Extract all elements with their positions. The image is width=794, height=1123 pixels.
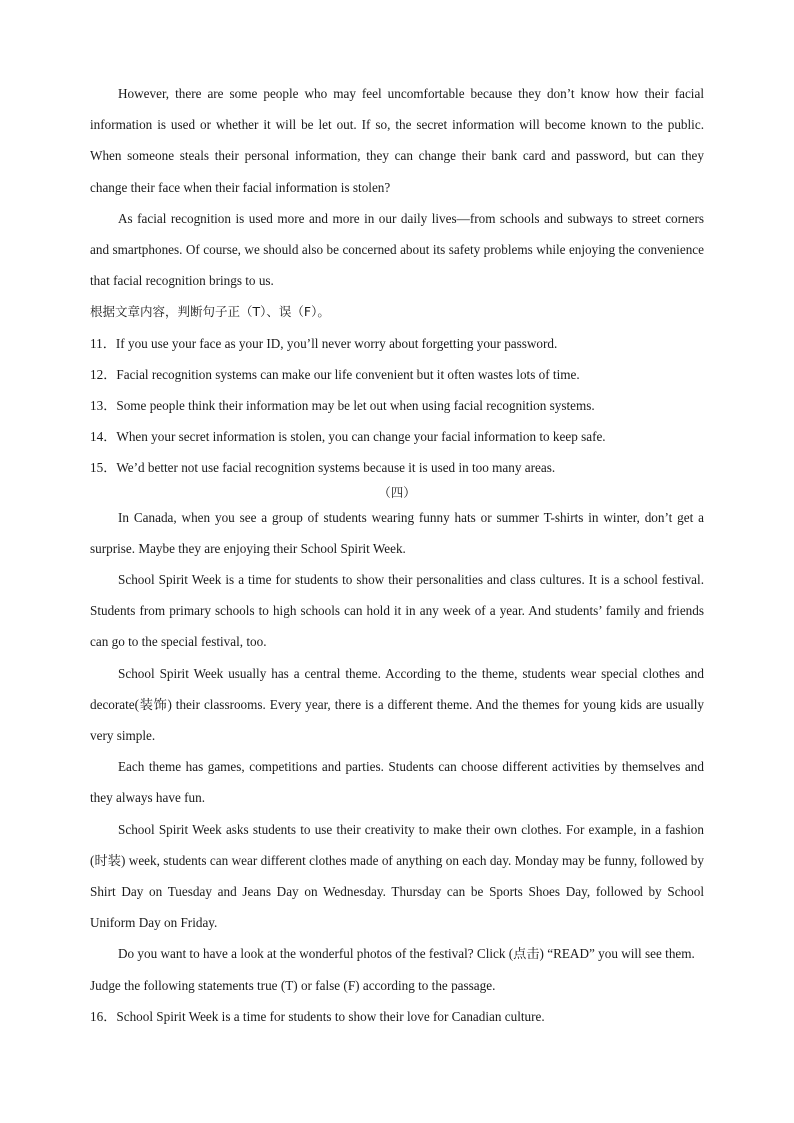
- passage4-paragraph-6: Do you want to have a look at the wonderful photos of the festival? Click (点击) “READ” you will see them.: [118, 946, 695, 962]
- question-number: 15．: [90, 460, 117, 476]
- question-number: 14．: [90, 429, 117, 445]
- question-number: 11．: [90, 335, 116, 351]
- passage4-question-list: [90, 1001, 704, 1032]
- question-item: [90, 328, 704, 359]
- question-text: We’d better not use facial recognition systems because it is used in too many areas.: [116, 460, 556, 476]
- passage4-instruction: Judge the following statements true (T) or false (F) according to the passage.: [90, 977, 496, 993]
- passage3-paragraph-1: However, there are some people who may feel uncomfortable because they don’t know how their facial information is used or whether it will be let out. If so, the secret information will become known to the public. When someone steals their personal information, they can change their bank card and password, but can they change their face when their facial information is stolen?: [90, 86, 704, 195]
- question-text: Facial recognition systems can make our life convenient but it often wastes lots of time.: [116, 366, 580, 382]
- passage4-paragraph-1: In Canada, when you see a group of students wearing funny hats or summer T-shirts in winter, don’t get a surprise. Maybe they are enjoying their School Spirit Week.: [90, 509, 704, 556]
- question-item: [90, 1001, 704, 1032]
- question-item: [90, 359, 704, 390]
- question-text: When your secret information is stolen, you can change your facial information to keep safe.: [116, 429, 606, 445]
- question-text: Some people think their information may be let out when using facial recognition systems.: [116, 398, 595, 414]
- question-item: [90, 452, 704, 483]
- passage4-paragraph-2: School Spirit Week is a time for students to show their personalities and class cultures. It is a school festival. Students from primary schools to high schools can hold it in any week of a year. And students’ family and friends can go to the special festival, too.: [90, 572, 704, 650]
- question-item: [90, 390, 704, 421]
- passage4-paragraph-5: School Spirit Week asks students to use their creativity to make their own clothes. For example, in a fashion (时装) week, students can wear different clothes made of anything on each day. Monday may be funny, followed by Shirt Day on Tuesday and Jeans Day on Wednesday. Thursday can be Sports Shoes Day, followed by School Uniform Day on Friday.: [90, 821, 704, 931]
- passage4-paragraph-3: School Spirit Week usually has a central theme. According to the theme, students wear special clothes and decorate(装饰) their classrooms. Every year, there is a different theme. And the themes for young kids are usually very simple.: [90, 665, 704, 744]
- question-text: School Spirit Week is a time for students to show their love for Canadian culture.: [116, 1008, 545, 1024]
- question-number: 12．: [90, 366, 117, 382]
- question-text: If you use your face as your ID, you’ll never worry about forgetting your password.: [115, 335, 558, 351]
- passage3-question-list: [90, 328, 704, 484]
- section-heading: （四）: [378, 484, 416, 500]
- passage3-paragraph-2: As facial recognition is used more and more in our daily lives—from schools and subways to street corners and smartphones. Of course, we should also be concerned about its safety problems while enjoying the convenience that facial recognition brings to us.: [90, 210, 704, 289]
- question-number: 13．: [90, 398, 117, 414]
- passage3-instruction: 根据文章内容，判断句子正（T）、误（F）。: [90, 304, 330, 320]
- question-number: 16．: [90, 1008, 117, 1024]
- passage4-paragraph-4: Each theme has games, competitions and parties. Students can choose different activities by themselves and they always have fun.: [90, 759, 704, 806]
- question-item: [90, 421, 704, 452]
